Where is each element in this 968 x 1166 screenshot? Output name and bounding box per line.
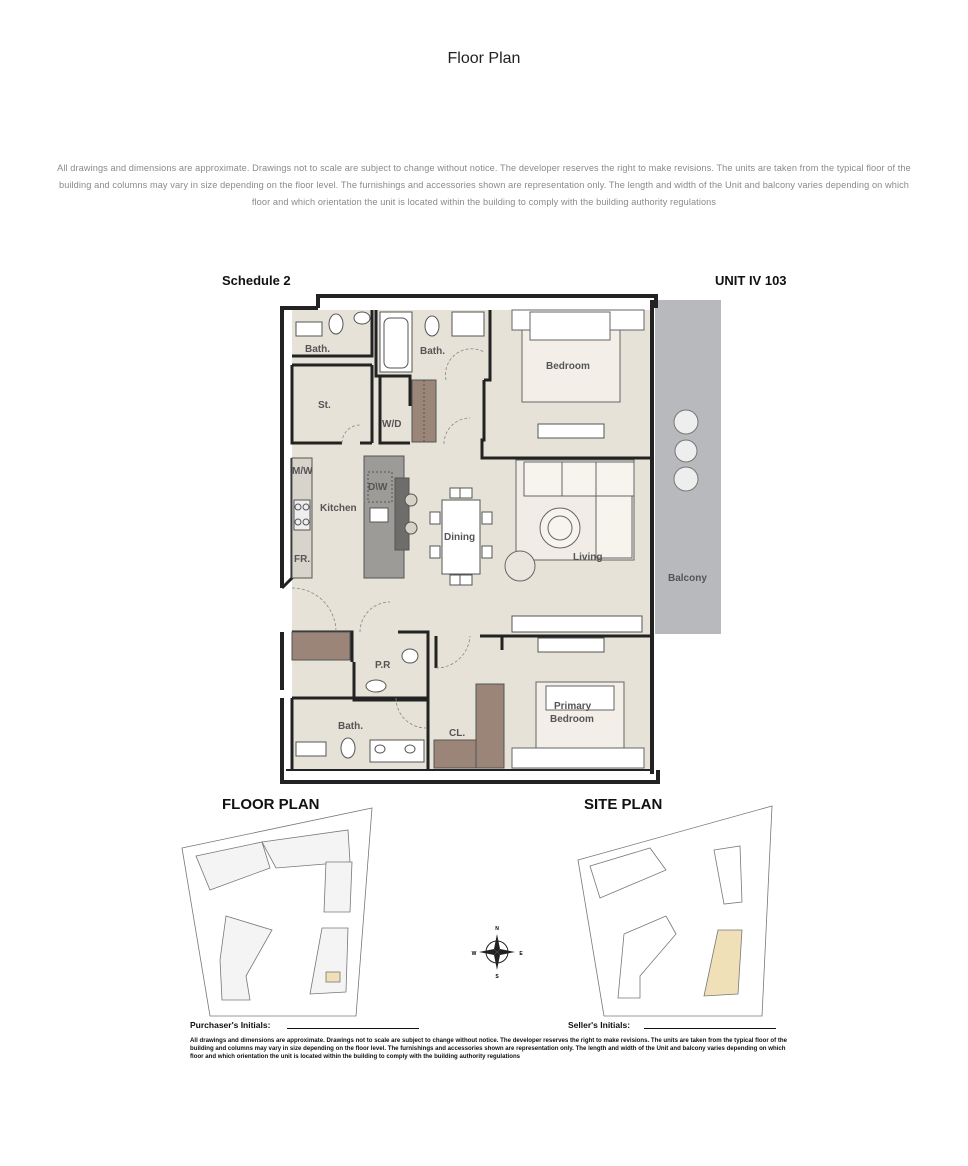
key-floor-plan (182, 808, 372, 1016)
purchaser-initials-label: Purchaser's Initials: (190, 1020, 271, 1030)
room-label-kitchen: Kitchen (320, 503, 357, 514)
room-label-microwave: M/W (292, 466, 313, 477)
compass-s: S (495, 974, 499, 980)
seller-initials-label: Seller's Initials: (568, 1020, 631, 1030)
site-plan (578, 806, 772, 1016)
room-label-powder-room: P.R (375, 660, 391, 671)
schedule-label: Schedule 2 (222, 273, 291, 288)
compass-e: E (519, 951, 523, 957)
room-label-primary-bedroom-line1: Primary (554, 701, 592, 712)
room-label-closet: CL. (449, 728, 466, 739)
room-label-bedroom: Bedroom (546, 361, 590, 372)
room-label-bath-1: Bath. (305, 344, 330, 355)
room-label-washer-dryer: W/D (382, 419, 402, 430)
room-label-bath-3: Bath. (338, 721, 363, 732)
compass-rose (472, 926, 524, 980)
disclaimer-bottom: All drawings and dimensions are approximate. Drawings not to scale are subject to change without notice. The developer reserves the right to make revisions. The units are taken from the typical floor of the building and columns may vary in size depending on the floor level. The furnishings and accessories shown are representation only. The length and width of the Unit and balcony varies depending on which floor and which orientation the unit is located within the building to comply with the building authority regulations (190, 1037, 787, 1060)
purchaser-initials-line[interactable] (287, 1028, 419, 1029)
seller-initials-line[interactable] (644, 1028, 776, 1029)
compass-w: W (471, 951, 477, 957)
balcony-furniture (674, 410, 698, 491)
room-label-primary-bedroom-line2: Bedroom (550, 714, 594, 725)
site-plan-heading: SITE PLAN (584, 796, 663, 813)
disclaimer-top: All drawings and dimensions are approximate. Drawings not to scale are subject to change without notice. The developer reserves the right to make revisions. The units are taken from the typical floor of the building and columns may vary in size depending on the floor level. The furnishings and accessories shown are representation only. The length and width of the Unit and balcony varies depending on which floor and which orientation the unit is located within the building to comply with the building authority regulations (57, 163, 911, 207)
room-label-balcony: Balcony (668, 573, 707, 584)
unit-label: UNIT IV 103 (715, 273, 787, 288)
compass-n: N (495, 926, 499, 932)
room-label-dining: Dining (444, 532, 476, 543)
page-title: Floor Plan (447, 50, 521, 67)
room-label-bath-2: Bath. (420, 346, 445, 357)
room-label-dishwasher: D\W (368, 482, 388, 493)
room-label-living: Living (573, 552, 603, 563)
floor-plan-heading: FLOOR PLAN (222, 796, 320, 813)
room-label-fridge: FR. (294, 554, 311, 565)
room-label-storage: St. (318, 400, 331, 411)
